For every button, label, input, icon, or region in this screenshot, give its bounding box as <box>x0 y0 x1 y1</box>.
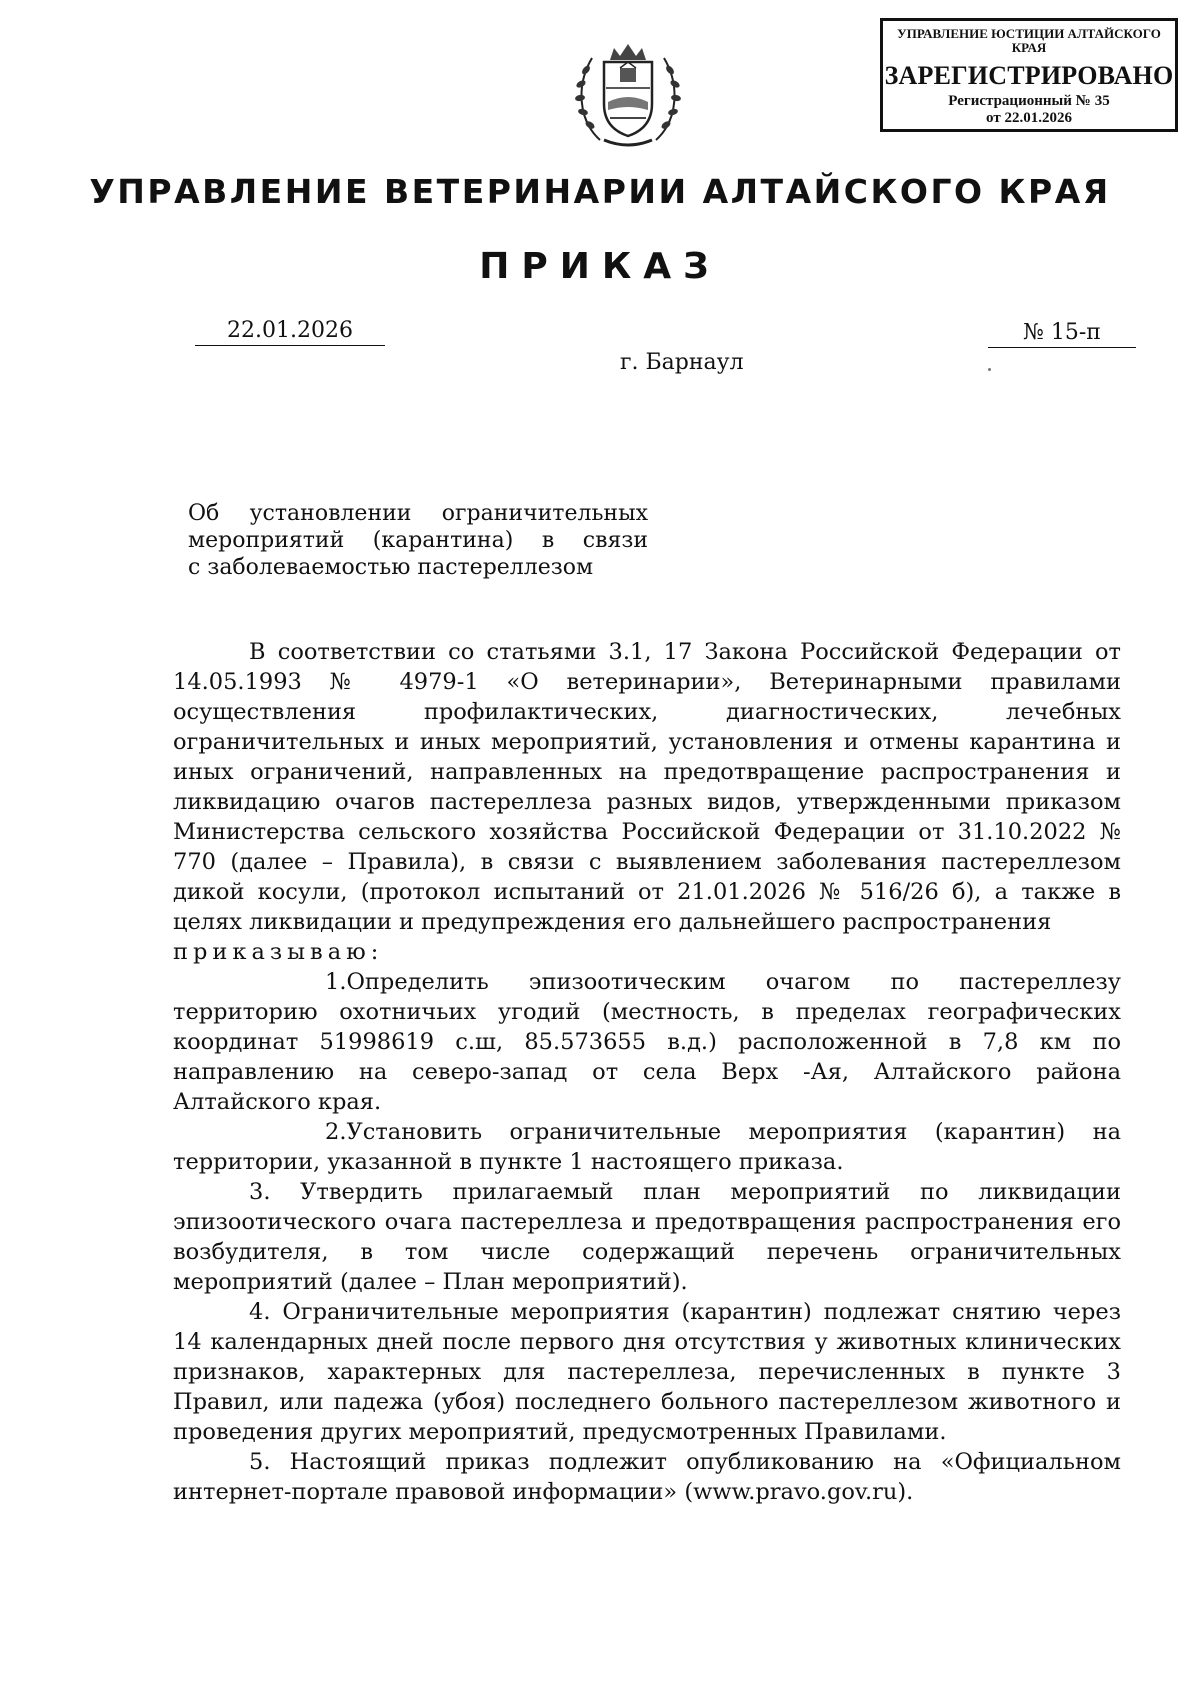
item-text: Настоящий приказ подлежит опубликованию на «Официальном интернет-портале правовой информации» (www.pravo.gov.ru). <box>173 1449 1121 1505</box>
stamp-date-value: 22.01.2026 <box>1004 110 1072 126</box>
stamp-reg-label: Регистрационный № <box>948 93 1091 109</box>
order-item <box>173 1297 1121 1447</box>
order-date: 22.01.2026 <box>195 318 385 346</box>
order-body <box>173 637 1121 1507</box>
document-type: ПРИКАЗ <box>479 246 721 287</box>
item-text: Установить ограничительные мероприятия (карантин) на территории, указанной в пункте 1 настоящего приказа. <box>173 1119 1121 1175</box>
item-number: 2. <box>325 1119 347 1145</box>
stamp-reg-value: 35 <box>1094 93 1110 109</box>
stamp-status: ЗАРЕГИСТРИРОВАНО <box>884 61 1174 90</box>
order-city: г. Барнаул <box>620 350 744 375</box>
order-word: приказываю: <box>173 939 384 965</box>
preamble-paragraph: В соответствии со статьями 3.1, 17 Закона Российской Федерации от 14.05.1993 № 4979-1 «О ветеринарии», Ветеринарными правилами осуществления профилактических, диагностических, лечебных ограничительных и иных мероприятий, установления и отмены карантина и иных ограничений, направленных на предотвращение распространения и ликвидацию очагов пастереллеза разных видов, утвержденными приказом Министерства сельского хозяйства Российской Федерации от 31.10.2022 № 770 (далее – Правила), в связи с выявлением заболевания пастереллезом дикой косули, (протокол испытаний от 21.01.2026 № 516/26 б), а также в целях ликвидации и предупреждения его дальнейшего распространения <box>173 639 1121 935</box>
order-item <box>173 967 1121 1117</box>
stamp-reg-number <box>883 93 1175 110</box>
item-text: Ограничительные мероприятия (карантин) подлежат снятию через 14 календарных дней после первого дня отсутствия у животных клинических признаков, характерных для пастереллеза, перечисленных в пункте 3 Правил, или падежа (убоя) последнего больного пастереллезом животного и проведения других мероприятий, предусмотренных Правилами. <box>173 1299 1121 1445</box>
subject-line: Об установлении ограничительных <box>188 501 648 526</box>
order-number: № 15-п <box>988 320 1136 348</box>
registration-stamp <box>880 18 1178 132</box>
item-text: Определить эпизоотическим очагом по пастереллезу территорию охотничьих угодий (местность, в пределах географических координат 51998619 с.ш, 85.573655 в.д.) расположенной в 7,8 км по направлению на северо-запад от села Верх -Ая, Алтайского района Алтайского края. <box>173 969 1121 1115</box>
item-number: 4. <box>249 1299 271 1325</box>
order-item <box>173 1447 1121 1507</box>
item-number: 3. <box>249 1179 271 1205</box>
order-item <box>173 1117 1121 1177</box>
subject-line: мероприятий (карантина) в связи <box>188 528 648 553</box>
order-subject <box>188 500 648 581</box>
altai-krai-coat-of-arms-icon <box>570 40 686 152</box>
stamp-date <box>883 110 1175 127</box>
scan-speck <box>988 368 991 371</box>
stamp-date-label: от <box>986 110 1001 126</box>
item-number: 5. <box>249 1449 271 1475</box>
agency-title: УПРАВЛЕНИЕ ВЕТЕРИНАРИИ АЛТАЙСКОГО КРАЯ <box>89 172 1111 211</box>
order-item <box>173 1177 1121 1297</box>
item-number: 1. <box>325 969 347 995</box>
stamp-organization: УПРАВЛЕНИЕ ЮСТИЦИИ АЛТАЙСКОГО КРАЯ <box>897 26 1161 55</box>
item-text: Утвердить прилагаемый план мероприятий по ликвидации эпизоотического очага пастереллеза и предотвращения распространения его возбудителя, в том числе содержащий перечень ограничительных мероприятий (далее – План мероприятий). <box>173 1179 1121 1295</box>
subject-line: с заболеваемостью пастереллезом <box>188 555 594 580</box>
